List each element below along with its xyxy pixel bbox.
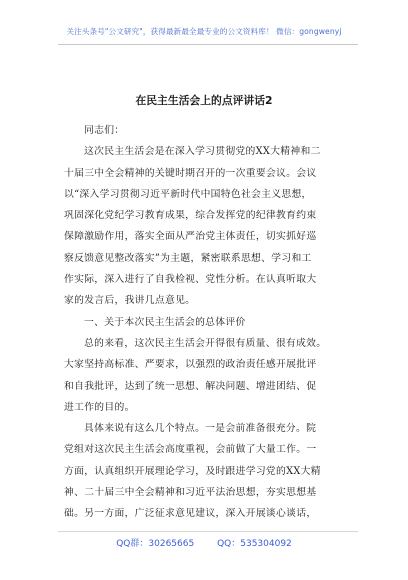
body-line: 方面，认真组织开展理论学习，及时跟进学习党的XX大精 <box>64 465 321 477</box>
body-line: 巩固深化党纪学习教育成果，综合发挥党的纪律教育约束 <box>64 210 317 222</box>
footer-contact <box>0 536 408 549</box>
body-line: 大家坚持高标准、严要求，以强烈的政治责任感开展批评 <box>64 359 317 371</box>
body-line: 进工作的目的。 <box>64 401 135 413</box>
document-title: 在民主生活会上的点评讲话2 <box>135 94 273 107</box>
footer-divider <box>58 531 358 532</box>
body-line: 这次民主生活会是在深入学习贯彻党的XX大精神和二 <box>84 146 321 158</box>
salutation: 同志们： <box>84 125 125 136</box>
body-line: 和自我批评，达到了统一思想、解决问题、增进团结、促 <box>64 380 317 392</box>
body-line: 察反馈意见整改落实”为主题，紧密联系思想、学习和工 <box>64 252 312 264</box>
body-line: 十届三中全会精神的关键时期召开的一次重要会议。会议 <box>64 167 317 179</box>
header-divider <box>58 44 358 45</box>
footer-qq-group: QQ群：30265665 <box>116 539 195 549</box>
body-line: 家的发言后，我讲几点意见。 <box>64 295 196 307</box>
body-line: 以“深入学习贯彻习近平新时代中国特色社会主义思想， <box>64 188 312 200</box>
header-promo: 关注头条号"公文研究"，获得最新最全最专业的公文资料库！ 微信：gongwenyj <box>66 27 342 36</box>
footer-qq: QQ：535304092 <box>217 539 292 549</box>
body-line: 保障激励作用，落实全面从严治党主体责任，切实抓好巡 <box>64 231 317 243</box>
body-line: 具体来说有这么几个特点。一是会前准备很充分。院 <box>84 423 317 435</box>
body-line: 础。另一方面，广泛征求意见建议，深入开展谈心谈话， <box>64 508 317 520</box>
body-line: 一、关于本次民主生活会的总体评价 <box>84 316 246 328</box>
body-line: 作实际，深入进行了自我检视、党性分析。在认真听取大 <box>64 274 317 286</box>
body-line: 神、二十届三中全会精神和习近平法治思想，夯实思想基 <box>64 487 317 499</box>
body-line: 党组对这次民主生活会高度重视，会前做了大量工作。一 <box>64 444 317 456</box>
document-body <box>64 120 348 525</box>
body-lines <box>64 141 348 524</box>
body-line: 总的来看，这次民主生活会开得很有质量、很有成效。 <box>84 337 327 349</box>
